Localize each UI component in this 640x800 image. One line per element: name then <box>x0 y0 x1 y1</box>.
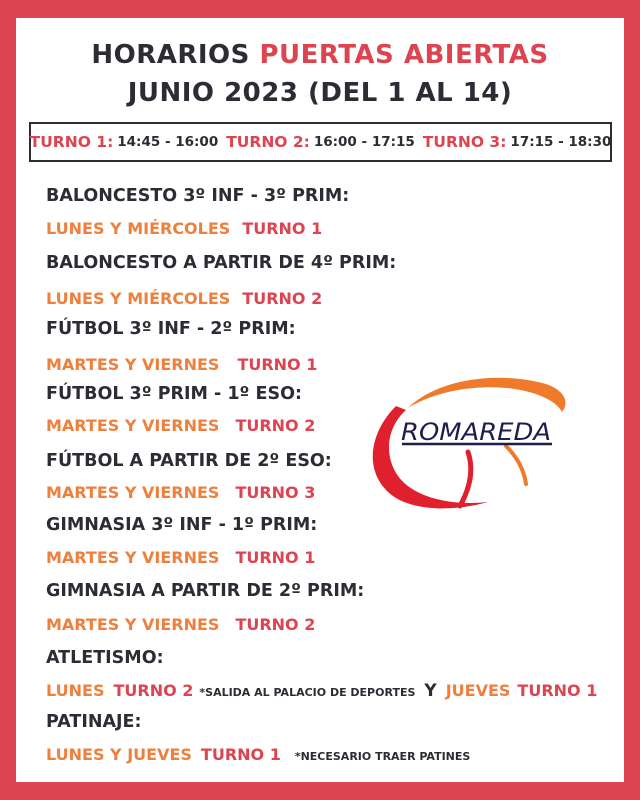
activity-turn: TURNO 1 <box>242 219 323 238</box>
activity-heading: GIMNASIA 3º INF - 1º PRIM: <box>46 515 318 535</box>
activity-days: MARTES Y VIERNES <box>46 483 220 502</box>
activity-days: MARTES Y VIERNES <box>46 355 220 374</box>
poster-title <box>16 40 624 70</box>
logo-red-stroke <box>460 452 471 506</box>
logo-text: ROMAREDA <box>401 418 551 446</box>
logo-orange-stroke <box>506 446 526 484</box>
atletismo-day-2: JUEVES <box>445 681 511 700</box>
atletismo-schedule <box>46 681 597 701</box>
atletismo-day-1: LUNES <box>46 681 105 700</box>
activity-schedule <box>46 615 315 634</box>
activity-schedule <box>46 416 315 435</box>
title-prefix: HORARIOS <box>91 40 250 70</box>
atletismo-note: *SALIDA AL PALACIO DE DEPORTES <box>199 686 416 699</box>
romareda-logo <box>356 366 568 516</box>
activity-days: MARTES Y VIERNES <box>46 416 220 435</box>
turno-2-label: TURNO 2: <box>226 133 310 151</box>
turno-3-time: 17:15 - 18:30 <box>510 134 612 150</box>
atletismo-turn-1: TURNO 2 <box>113 681 194 700</box>
patinaje-schedule <box>46 745 470 764</box>
turno-1-time: 14:45 - 16:00 <box>117 134 219 150</box>
patinaje-turn: TURNO 1 <box>200 745 281 764</box>
poster-subtitle: JUNIO 2023 (DEL 1 AL 14) <box>127 78 513 108</box>
activity-schedule <box>46 289 322 308</box>
activity-schedule <box>46 548 315 567</box>
activity-heading: FÚTBOL A PARTIR DE 2º ESO: <box>46 451 332 471</box>
activity-days: LUNES Y MIÉRCOLES <box>46 289 231 308</box>
title-highlight: PUERTAS ABIERTAS <box>259 40 549 70</box>
activity-turn: TURNO 1 <box>237 355 318 374</box>
activity-turn: TURNO 3 <box>235 483 316 502</box>
activity-turn: TURNO 1 <box>235 548 316 567</box>
activity-heading: BALONCESTO A PARTIR DE 4º PRIM: <box>46 253 397 273</box>
patinaje-note: *NECESARIO TRAER PATINES <box>294 750 471 763</box>
activity-days: MARTES Y VIERNES <box>46 615 220 634</box>
activity-heading: FÚTBOL 3º PRIM - 1º ESO: <box>46 384 302 404</box>
activity-heading: GIMNASIA A PARTIR DE 2º PRIM: <box>46 581 365 601</box>
activity-days: LUNES Y MIÉRCOLES <box>46 219 231 238</box>
atletismo-turn-2: TURNO 1 <box>517 681 598 700</box>
turno-1-label: TURNO 1: <box>29 133 114 151</box>
activity-heading: FÚTBOL 3º INF - 2º PRIM: <box>46 319 296 339</box>
activity-turn: TURNO 2 <box>235 416 316 435</box>
turno-3-label: TURNO 3: <box>422 133 507 151</box>
patinaje-heading: PATINAJE: <box>46 712 142 732</box>
turno-2-time: 16:00 - 17:15 <box>313 134 415 150</box>
turnos-schedule-box <box>29 122 612 162</box>
activity-schedule <box>46 219 322 238</box>
activity-heading: BALONCESTO 3º INF - 3º PRIM: <box>46 186 350 206</box>
atletismo-and: Y <box>424 681 437 701</box>
activity-days: MARTES Y VIERNES <box>46 548 220 567</box>
activity-turn: TURNO 2 <box>235 615 316 634</box>
atletismo-heading: ATLETISMO: <box>46 648 164 668</box>
logo-orange-swoosh <box>408 378 565 412</box>
patinaje-days: LUNES Y JUEVES <box>46 745 192 764</box>
poster-card <box>16 18 624 782</box>
activity-schedule <box>46 355 317 374</box>
activity-schedule <box>46 483 315 502</box>
activity-turn: TURNO 2 <box>242 289 323 308</box>
